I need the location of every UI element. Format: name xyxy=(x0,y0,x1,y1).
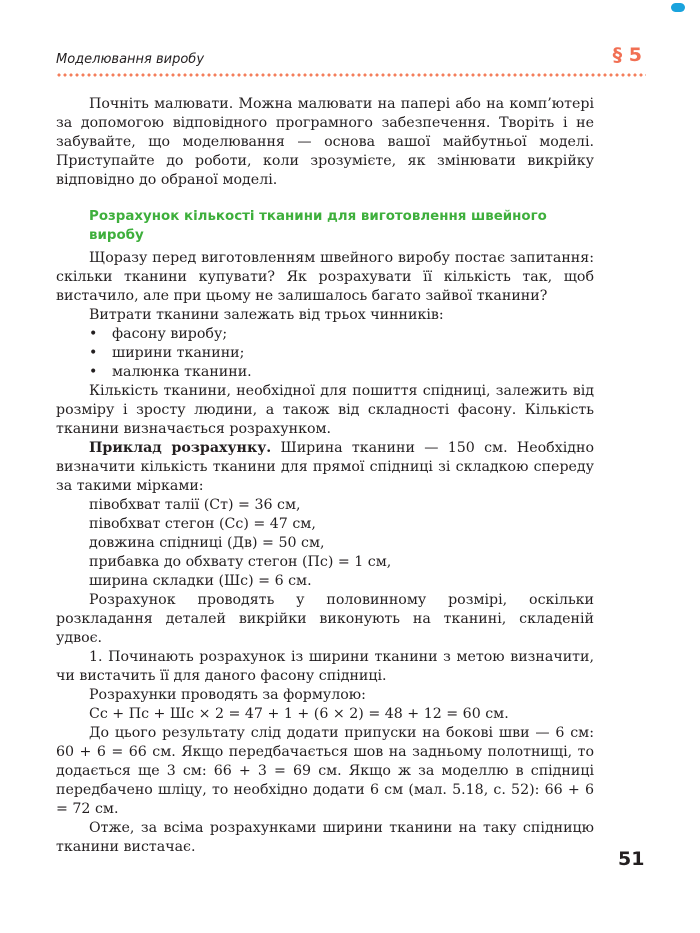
paragraph-conclusion: Отже, за всіма розрахунками ширини тканини на таку спідницю тканини вистачає. xyxy=(56,820,594,855)
dotted-divider xyxy=(56,73,646,77)
paragraph-half-size: Розрахунок проводять у половинному розмірі, оскільки розкладання деталей викрійки виконують на тканині, складеній удвоє. xyxy=(56,592,594,646)
measurement-line: ширина складки (Шс) = 6 см. xyxy=(89,573,312,589)
example-paragraph xyxy=(56,439,594,496)
paragraph-allowances: До цього результату слід додати припуски на бокові шви — 6 см: 60 + 6 = 66 см. Якщо передбачається шов на задньому полотнищі, то додається ще 3 см: 66 + 3 = 69 см. Якщо ж за моделлю в спідниці передбачено шліцу, то необхідно додати 6 см (мал. 5.18, с. 52): 66 + 6 = 72 см. xyxy=(56,725,594,817)
page-content xyxy=(56,95,594,857)
measurement-line: півобхват талії (Ст) = 36 см, xyxy=(89,497,301,513)
paragraph-question: Щоразу перед виготовленням швейного виробу постає запитання: скільки тканини купувати? Як розрахувати її кількість так, щоб вистачило, але при цьому не залишалось багато зайвої тканини? xyxy=(56,250,594,304)
subheading: Розрахунок кількості тканини для виготовлення швейного виробу xyxy=(89,209,547,243)
publisher-logo xyxy=(671,3,685,12)
factors-list xyxy=(56,325,594,382)
list-item: • ширини тканини; xyxy=(56,344,594,363)
page-number: 51 xyxy=(618,848,645,870)
step-1: 1. Починають розрахунок із ширини тканини з метою визначити, чи вистачить її для даного фасону спідниці. xyxy=(56,649,594,684)
running-title: Моделювання виробу xyxy=(56,52,205,67)
page-header xyxy=(56,40,646,80)
section-number: § 5 xyxy=(612,44,642,66)
measurement-line: півобхват стегон (Сс) = 47 см, xyxy=(89,516,316,532)
paragraph-amount: Кількість тканини, необхідної для пошиття спідниці, залежить від розміру і зросту людини, а також від складності фасону. Кількість тканини визначається розрахунком. xyxy=(56,383,594,437)
paragraph-factors: Витрати тканини залежать від трьох чинників: xyxy=(89,307,444,323)
example-label: Приклад розрахунку. xyxy=(89,440,272,456)
formula-line: Сс + Пс + Шс × 2 = 47 + 1 + (6 × 2) = 48 + 12 = 60 см. xyxy=(89,706,509,722)
list-item: • малюнка тканини. xyxy=(56,363,594,382)
intro-paragraph: Почніть малювати. Можна малювати на папері або на комп’ютері за допомогою відповідного програмного забезпечення. Творіть і не забувайте, що моделювання — основа вашої майбутньої моделі. Приступайте до роботи, коли зрозумієте, як змінювати викрійку відповідно до обраної моделі. xyxy=(56,96,594,188)
list-item: • фасону виробу; xyxy=(56,325,594,344)
example-text: Ширина тканини — 150 см. Необхідно визначити кількість тканини для прямої спідниці зі складкою спереду за такими мірками: xyxy=(56,440,594,494)
paragraph-formula-intro: Розрахунки проводять за формулою: xyxy=(89,687,366,703)
measurement-line: прибавка до обхвату стегон (Пс) = 1 см, xyxy=(89,554,392,570)
measurement-line: довжина спідниці (Дв) = 50 см, xyxy=(89,535,325,551)
